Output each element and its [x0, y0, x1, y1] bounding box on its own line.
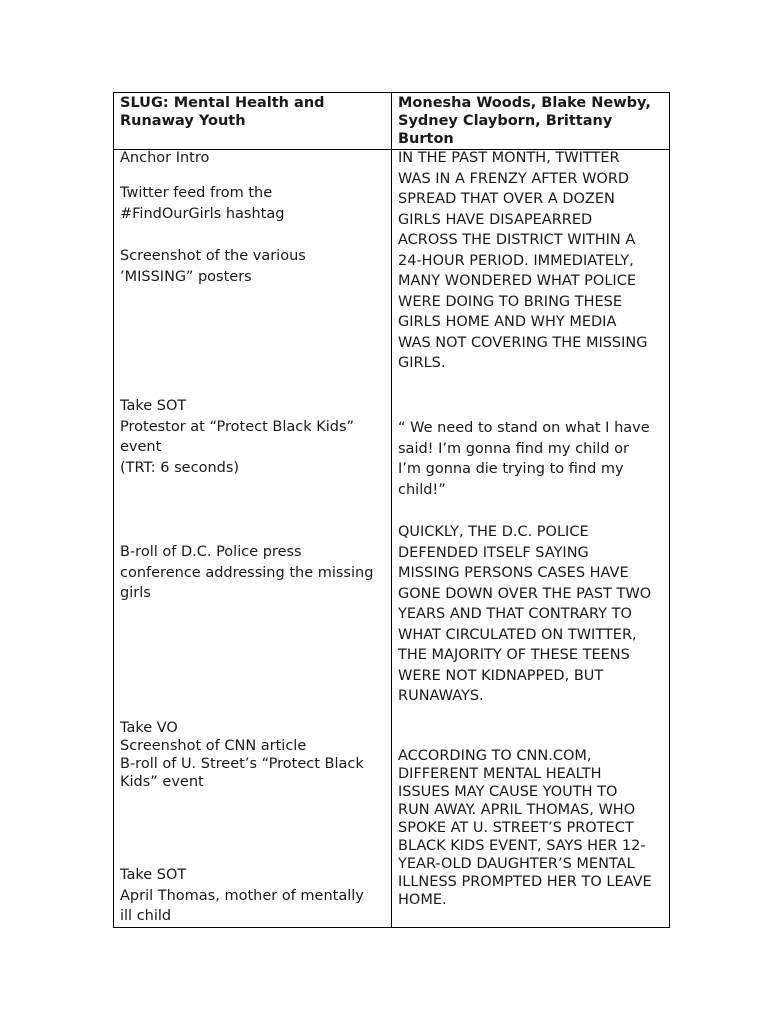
- cue-anchor-intro: Anchor Intro: [120, 150, 210, 166]
- cue-take-sot-april: Take SOT April Thomas, mother of mentally ill child: [120, 867, 364, 924]
- cue-screenshot-posters: Screenshot of the various ’MISSING” posters: [120, 248, 306, 285]
- cue-twitter-feed: Twitter feed from the #FindOurGirls hashtag: [120, 185, 285, 222]
- copy-intro: IN THE PAST MONTH, TWITTER WAS IN A FRENZY AFTER WORD SPREAD THAT OVER A DOZEN GIRLS HAVE DISAPEARRED ACROSS THE DISTRICT WITHIN A 24-HOUR PERIOD. IMMEDIATELY, MANY WONDERED WHAT POLICE WERE DOING TO BRING THESE GIRLS HOME AND WHY MEDIA WAS NOT COVERING THE MISSING GIRLS.: [398, 150, 648, 371]
- copy-sot-quote: “ We need to stand on what I have said! I’m gonna find my child or I’m gonna die trying to find my child!”: [398, 420, 650, 498]
- broadcast-script-table: [113, 92, 670, 928]
- cue-broll-police: B-roll of D.C. Police press conference addressing the missing girls: [120, 544, 374, 601]
- cue-take-sot-protestor: Take SOT Protestor at “Protect Black Kids” event (TRT: 6 seconds): [120, 398, 355, 476]
- column-divider: [391, 93, 392, 927]
- cue-take-vo: Take VO Screenshot of CNN article B-roll of U. Street’s “Protect Black Kids” event: [120, 720, 364, 790]
- authors-heading: Monesha Woods, Blake Newby, Sydney Clayborn, Brittany Burton: [398, 95, 651, 147]
- slug-heading: SLUG: Mental Health and Runaway Youth: [120, 95, 325, 129]
- copy-cnn: ACCORDING TO CNN.COM, DIFFERENT MENTAL HEALTH ISSUES MAY CAUSE YOUTH TO RUN AWAY. APRIL THOMAS, WHO SPOKE AT U. STREET’S PROTECT BLACK KIDS EVENT, SAYS HER 12- YEAR-OLD DAUGHTER’S MENTAL ILLNESS PROMPTED HER TO LEAVE HOME.: [398, 748, 652, 908]
- copy-police: QUICKLY, THE D.C. POLICE DEFENDED ITSELF SAYING MISSING PERSONS CASES HAVE GONE DOWN OVER THE PAST TWO YEARS AND THAT CONTRARY TO WHAT CIRCULATED ON TWITTER, THE MAJORITY OF THESE TEENS WERE NOT KIDNAPPED, BUT RUNAWAYS.: [398, 524, 652, 704]
